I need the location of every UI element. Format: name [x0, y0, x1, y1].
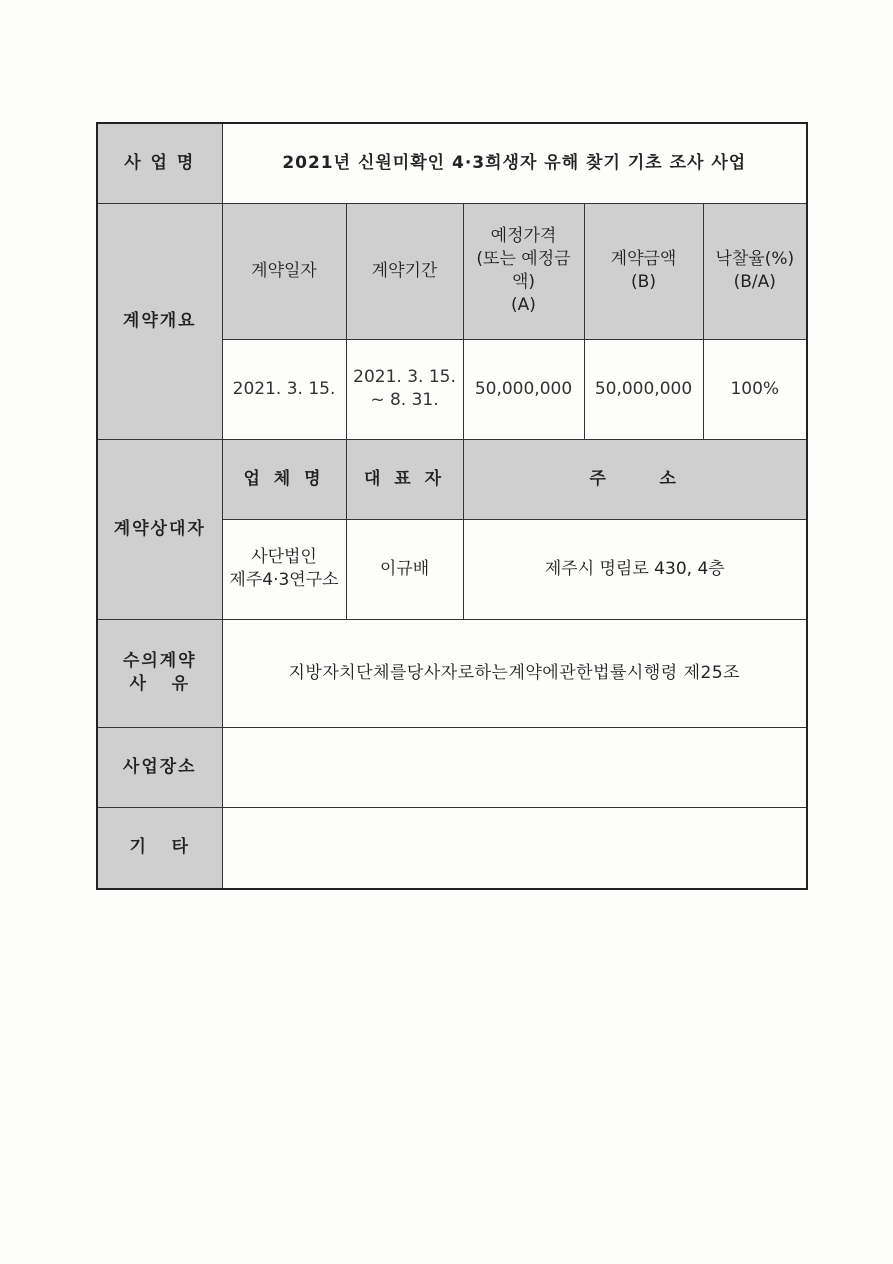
header-contract-amount — [584, 203, 703, 339]
private-contract-reason-value: 지방자치단체를당사자로하는계약에관한법률시행령 제25조 — [222, 619, 807, 727]
header-estimated-price-line2: (또는 예정금액) — [476, 249, 571, 292]
header-estimated-price — [463, 203, 584, 339]
private-contract-reason-row — [97, 619, 807, 727]
header-bid-rate-line2: (B/A) — [733, 272, 776, 292]
address-value: 제주시 명림로 430, 4층 — [463, 519, 807, 619]
other-label: 기 타 — [97, 807, 222, 889]
contract-period-value — [346, 339, 463, 439]
header-representative: 대 표 자 — [346, 439, 463, 519]
project-title: 2021년 신원미확인 4·3희생자 유해 찾기 기초 조사 사업 — [222, 123, 807, 203]
project-name-label: 사 업 명 — [97, 123, 222, 203]
header-contract-period: 계약기간 — [346, 203, 463, 339]
contract-overview-label: 계약개요 — [97, 203, 222, 439]
private-contract-reason-label — [97, 619, 222, 727]
other-row — [97, 807, 807, 889]
contract-period-line1: 2021. 3. 15. — [353, 367, 456, 388]
contract-date-value: 2021. 3. 15. — [222, 339, 346, 439]
contract-info-table — [96, 122, 808, 890]
contract-overview-header-row — [97, 203, 807, 339]
estimated-price-value: 50,000,000 — [463, 339, 584, 439]
header-estimated-price-line1: 예정가격 — [490, 226, 557, 247]
header-bid-rate-line1: 낙찰율(%) — [715, 249, 795, 270]
header-contract-date: 계약일자 — [222, 203, 346, 339]
header-bid-rate — [703, 203, 807, 339]
header-address: 주 소 — [463, 439, 807, 519]
counterparty-header-row — [97, 439, 807, 519]
project-location-label: 사업장소 — [97, 727, 222, 807]
header-company: 업 체 명 — [222, 439, 346, 519]
header-contract-amount-line2: (B) — [631, 272, 656, 292]
company-line2: 제주4·3연구소 — [229, 570, 339, 590]
project-location-row — [97, 727, 807, 807]
header-contract-amount-line1: 계약금액 — [610, 249, 677, 270]
representative-value: 이규배 — [346, 519, 463, 619]
company-line1: 사단법인 — [251, 547, 317, 568]
project-location-value — [222, 727, 807, 807]
project-name-row — [97, 123, 807, 203]
company-value — [222, 519, 346, 619]
reason-label-line1: 수의계약 — [122, 651, 197, 672]
contract-amount-value: 50,000,000 — [584, 339, 703, 439]
counterparty-label: 계약상대자 — [97, 439, 222, 619]
contract-period-line2: ~ 8. 31. — [370, 390, 439, 410]
other-value — [222, 807, 807, 889]
header-estimated-price-line3: (A) — [511, 294, 536, 315]
bid-rate-value: 100% — [703, 339, 807, 439]
reason-label-line2: 사 유 — [129, 674, 191, 694]
